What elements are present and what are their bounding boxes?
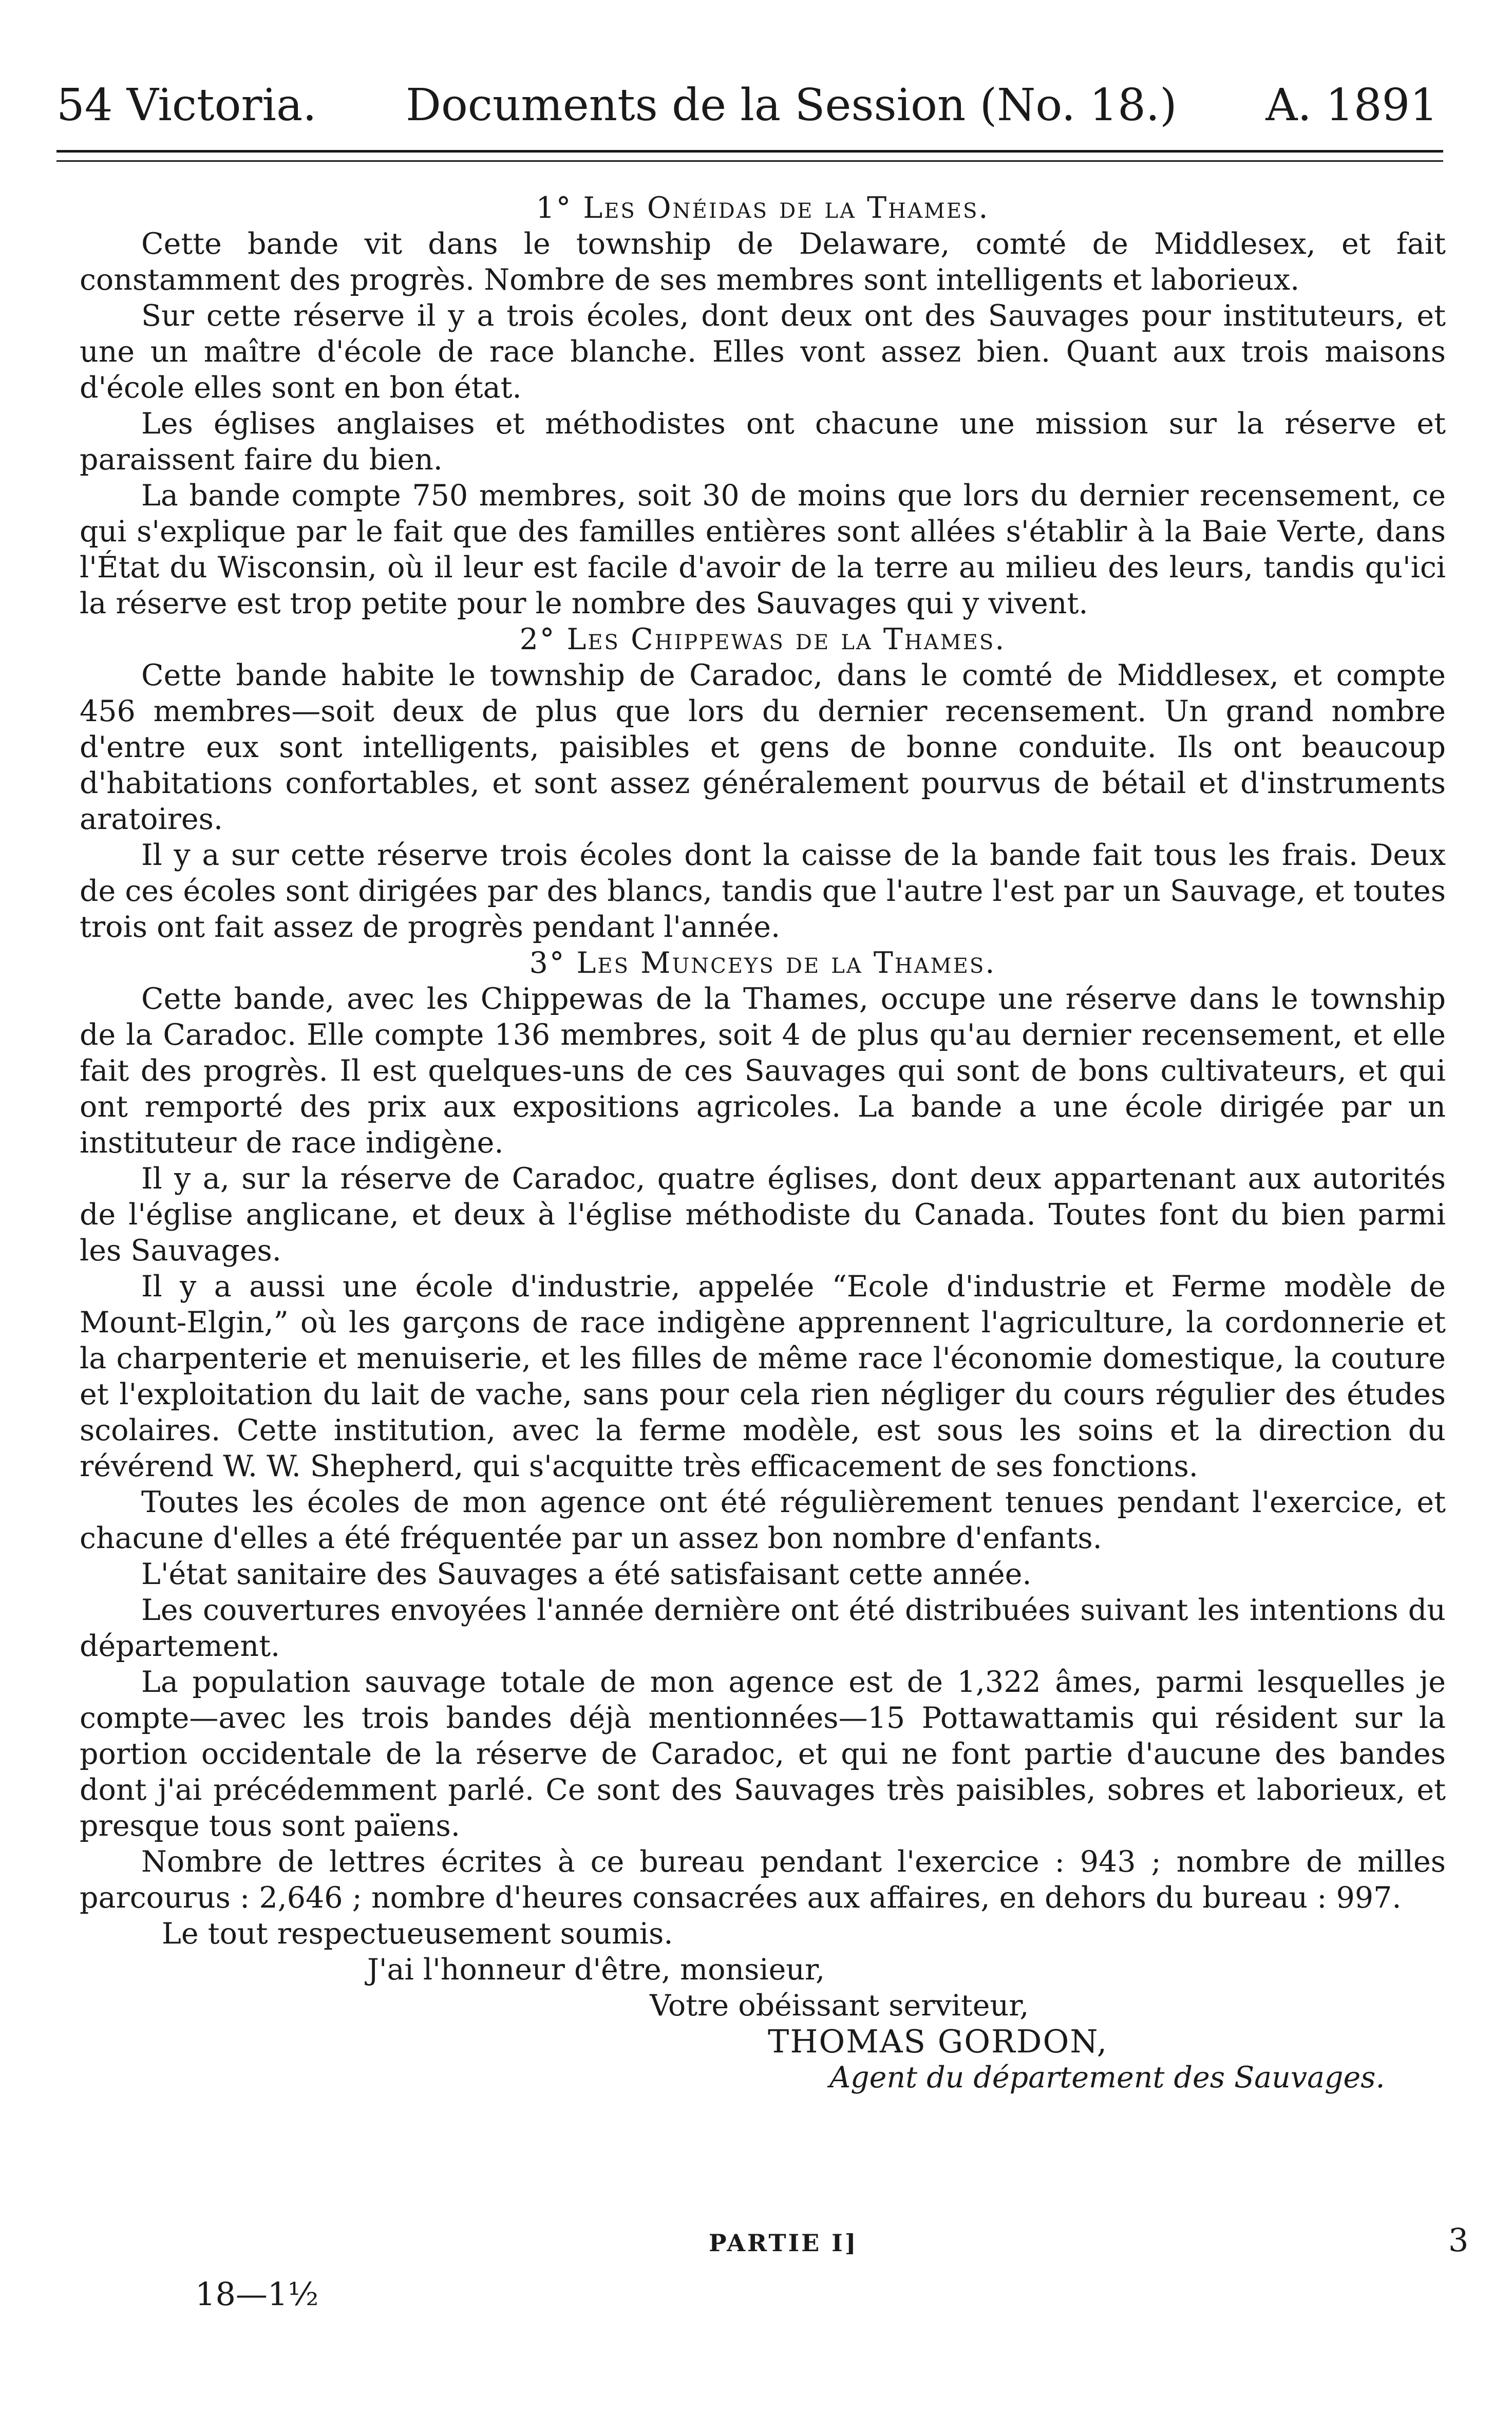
paragraph: Cette bande habite le township de Caradoc, dans le comté de Middlesex, et compte 456 membres—soit deux de plus que lors du dernier recensement. Un grand nombre d'entre eux sont intelligents, paisibles et gens de bonne conduite. Ils ont beaucoup d'habitations confortables, et sont assez généralement pourvus de bétail et d'instruments aratoires. (80, 658, 1446, 836)
header-volume: 54 Victoria. (56, 80, 317, 131)
section-title: 2° Les Chippewas de la Thames. (519, 623, 1006, 656)
header-rule-thin (56, 160, 1443, 162)
paragraph: Sur cette réserve il y a trois écoles, dont deux ont des Sauvages pour instituteurs, et une un maître d'école de race blanche. Elles vont assez bien. Quant aux trois maisons d'école elles sont en bon état. (80, 299, 1446, 405)
paragraph: Il y a aussi une école d'industrie, appelée “Ecole d'industrie et Ferme modèle de Mount-Elgin,” où les garçons de race indigène apprennent l'agriculture, la cordonnerie et la charpenterie et menuiserie, et les filles de même race l'économie domestique, la couture et l'exploitation du lait de vache, sans pour cela rien négliger du cours régulier des études scolaires. Cette institution, avec la ferme modèle, est sous les soins et la direction du révérend W. W. Shepherd, qui s'acquitte très efficacement de ses fonctions. (80, 1270, 1446, 1483)
header-rule-thick (56, 150, 1443, 153)
header-year: A. 1891 (1265, 80, 1438, 131)
section-chippewas (80, 621, 1446, 945)
section-title: 3° Les Munceys de la Thames. (529, 946, 996, 980)
paragraph: Il y a, sur la réserve de Caradoc, quatre églises, dont deux appartenant aux autorités de l'église anglicane, et deux à l'église méthodiste du Canada. Toutes font du bien parmi les Sauvages. (80, 1162, 1446, 1268)
section-title: 1° Les Onéidas de la Thames. (536, 191, 990, 225)
signatory-role: Agent du département des Sauvages. (829, 2061, 1385, 2095)
running-header (56, 72, 1443, 139)
paragraph: Les églises anglaises et méthodistes ont chacune une mission sur la réserve et paraissent faire du bien. (80, 407, 1446, 477)
paragraph: Cette bande, avec les Chippewas de la Thames, occupe une réserve dans le township de la Caradoc. Elle compte 136 membres, soit 4 de plus qu'au dernier recensement, et elle fait des progrès. Il est quelques-uns de ces Sauvages qui sont de bons cultivateurs, et qui ont remporté des prix aux expositions agricoles. La bande a une école dirigée par un instituteur de race indigène. (80, 982, 1446, 1160)
closing-line: Votre obéissant serviteur, (650, 1989, 1029, 2023)
header-title: Documents de la Session (No. 18.) (406, 80, 1177, 131)
section-oneidas (80, 190, 1446, 621)
closing-line: J'ai l'honneur d'être, monsieur, (367, 1953, 825, 1987)
document-body (80, 190, 1446, 2096)
paragraph: La bande compte 750 membres, soit 30 de moins que lors du dernier recensement, ce qui s'explique par le fait que des familles entières sont allées s'établir à la Baie Verte, dans l'État du Wisconsin, où il leur est facile d'avoir de la terre au milieu des leurs, tandis qu'ici la réserve est trop petite pour le nombre des Sauvages qui y vivent. (80, 479, 1446, 620)
paragraph: Les couvertures envoyées l'année dernière ont été distribuées suivant les intentions du département. (80, 1593, 1446, 1663)
paragraph: Il y a sur cette réserve trois écoles dont la caisse de la bande fait tous les frais. Deux de ces écoles sont dirigées par des blancs, tandis que l'autre l'est par un Sauvage, et toutes trois ont fait assez de progrès pendant l'année. (80, 838, 1446, 944)
paragraph: Nombre de lettres écrites à ce bureau pendant l'exercice : 943 ; nombre de milles parcourus : 2,646 ; nombre d'heures consacrées aux affaires, en dehors du bureau : 997. (80, 1845, 1446, 1915)
signatory-name: THOMAS GORDON, (768, 2023, 1108, 2060)
paragraph: Toutes les écoles de mon agence ont été régulièrement tenues pendant l'exercice, et chacune d'elles a été fréquentée par un assez bon nombre d'enfants. (80, 1485, 1446, 1555)
closing-block (80, 1916, 1446, 2096)
footer-partie: PARTIE I] (709, 2229, 858, 2257)
paragraph: La population sauvage totale de mon agence est de 1,322 âmes, parmi lesquelles je compte—avec les trois bandes déjà mentionnées—15 Pottawattamis qui résident sur la portion occidentale de la réserve de Caradoc, et qui ne font partie d'aucune des bandes dont j'ai précédemment parlé. Ce sont des Sauvages très paisibles, sobres et laborieux, et presque tous sont païens. (80, 1665, 1446, 1843)
paragraph: L'état sanitaire des Sauvages a été satisfaisant cette année. (141, 1557, 1032, 1591)
page-number: 3 (1448, 2221, 1469, 2259)
signature-mark: 18—1½ (195, 2275, 319, 2313)
closing-line: Le tout respectueusement soumis. (162, 1917, 673, 1951)
paragraph: Cette bande vit dans le township de Delaware, comté de Middlesex, et fait constamment des progrès. Nombre de ses membres sont intelligents et laborieux. (80, 227, 1446, 297)
section-munceys (80, 945, 1446, 1916)
